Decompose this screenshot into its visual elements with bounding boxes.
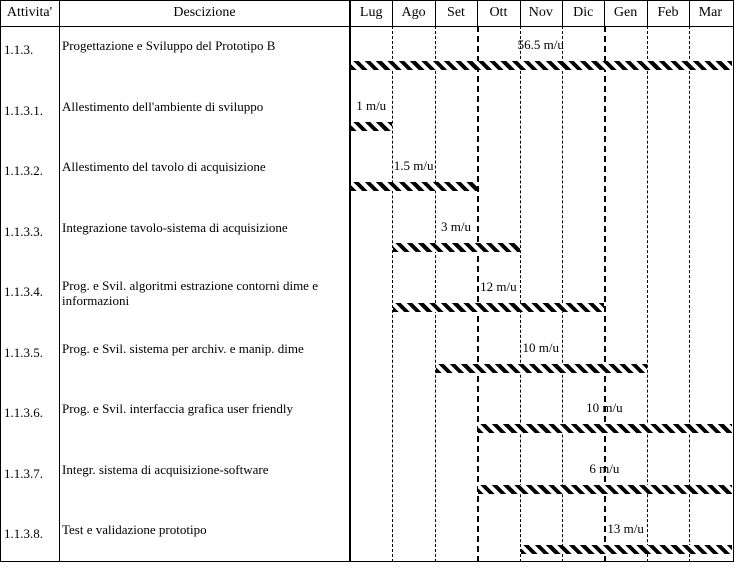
month-header-separator — [520, 0, 521, 26]
duration-label: 1.5 m/u — [393, 158, 434, 173]
duration-bar — [436, 364, 647, 373]
table-row — [0, 452, 734, 513]
header-description: Descizione — [173, 5, 236, 20]
month-header: Dic — [573, 5, 594, 20]
month-header: Mar — [698, 5, 723, 20]
table-row — [0, 331, 734, 392]
duration-label: 56.5 m/u — [517, 37, 564, 52]
table-row — [0, 28, 734, 89]
activity-description: Integr. sistema di acquisizione-software — [62, 461, 269, 477]
table-row — [0, 89, 734, 150]
duration-label: 6 m/u — [589, 460, 620, 476]
duration-bar — [478, 424, 731, 433]
activity-code: 1.1.3.8. — [4, 526, 43, 541]
activity-description: Prog. e Svil. interfaccia grafica user friendly — [62, 401, 294, 416]
table-row — [0, 210, 734, 271]
table-border-top — [0, 0, 734, 1]
month-header-separator — [604, 0, 605, 26]
activity-description: Allestimento dell'ambiente di sviluppo — [62, 98, 264, 114]
month-header: Gen — [613, 5, 638, 20]
duration-label: 1 m/u — [356, 97, 387, 113]
duration-bar — [478, 485, 731, 494]
month-header: Ago — [401, 5, 426, 20]
activity-code: 1.1.3.7. — [4, 465, 43, 481]
duration-label: 10 m/u — [522, 339, 560, 355]
activity-code: 1.1.3.6. — [4, 405, 43, 420]
month-header-separator — [647, 0, 648, 26]
activity-code: 1.1.3. — [4, 42, 34, 57]
activity-description: Allestimento del tavolo di acquisizione — [62, 159, 266, 174]
month-header-separator — [435, 0, 436, 26]
table-row — [0, 512, 734, 573]
month-header-separator — [477, 0, 478, 26]
activity-code: 1.1.3.2. — [4, 163, 43, 178]
activity-code: 1.1.3.4. — [4, 284, 43, 299]
activity-description: Prog. e Svil. sistema per archiv. e manip. dime — [62, 340, 304, 356]
table-row — [0, 270, 734, 331]
duration-label: 10 m/u — [586, 400, 623, 415]
duration-label: 3 m/u — [441, 218, 471, 234]
month-header: Ott — [489, 5, 508, 20]
duration-label: 12 m/u — [480, 279, 517, 294]
header-separator — [0, 26, 734, 27]
table-row — [0, 391, 734, 452]
duration-bar — [393, 303, 604, 312]
month-header: Feb — [657, 5, 679, 20]
duration-bar — [521, 545, 732, 554]
duration-bar — [351, 122, 392, 131]
month-header-separator — [392, 0, 393, 26]
duration-bar — [393, 243, 519, 252]
activity-description: Progettazione e Sviluppo del Prototipo B — [62, 38, 276, 53]
activity-code: 1.1.3.5. — [4, 344, 43, 360]
month-header: Lug — [359, 5, 383, 20]
activity-description: Integrazione tavolo-sistema di acquisizione — [62, 219, 288, 235]
month-header: Nov — [528, 5, 553, 20]
activity-code: 1.1.3.3. — [4, 223, 43, 239]
activity-description: Test e validazione prototipo — [62, 522, 207, 537]
duration-bar — [351, 61, 732, 70]
duration-label: 13 m/u — [607, 521, 644, 536]
activity-description: Prog. e Svil. algoritmi estrazione contorni dime e informazioni — [62, 278, 318, 308]
header-activity: Attivita' — [6, 5, 53, 20]
month-header-separator — [689, 0, 690, 26]
month-header: Set — [447, 5, 465, 20]
month-header-separator — [562, 0, 563, 26]
activity-code: 1.1.3.1. — [4, 102, 43, 118]
duration-bar — [351, 182, 477, 191]
table-row — [0, 149, 734, 210]
